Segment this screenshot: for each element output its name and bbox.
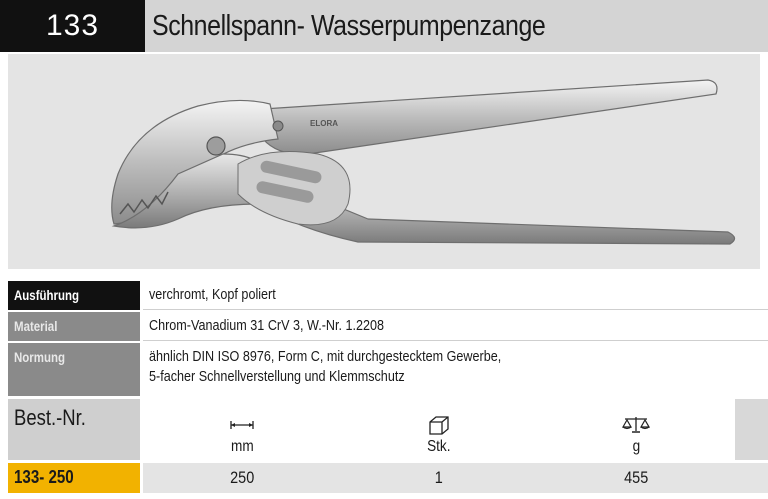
pliers-illustration — [8, 54, 760, 269]
spec-label: Ausführung — [8, 281, 140, 310]
value-g: 455 — [623, 468, 649, 487]
table-columns — [143, 399, 768, 460]
unit-label: Stk. — [427, 438, 451, 455]
length-icon — [229, 414, 255, 436]
spec-label: Normung — [8, 343, 140, 396]
best-nr-header: Best.-Nr. — [8, 399, 140, 460]
value-stk: 1 — [434, 468, 444, 487]
product-title: Schnellspann- Wasserpumpenzange — [152, 9, 546, 42]
unit-label: g — [632, 438, 640, 455]
product-title-box — [145, 0, 768, 52]
product-number: 133 — [0, 0, 145, 52]
spec-label: Material — [8, 312, 140, 341]
title-bar — [0, 0, 768, 52]
scale-icon — [622, 414, 650, 436]
column-stk — [341, 399, 537, 460]
column-mm — [143, 399, 341, 460]
spec-value: Chrom-Vanadium 31 CrV 3, W.-Nr. 1.2208 — [143, 312, 768, 341]
spec-value: ähnlich DIN ISO 8976, Form C, mit durchgestecktem Gewerbe, 5-facher Schnellverstellung und Klemmschutz — [149, 348, 502, 385]
table-header-tail — [735, 399, 768, 460]
spec-row-ausfuehrung — [8, 281, 768, 310]
box-icon — [428, 414, 450, 436]
part-number: 133- 250 — [8, 463, 140, 493]
spec-value: verchromt, Kopf poliert — [143, 281, 768, 310]
row-values — [143, 463, 768, 493]
value-mm: 250 — [229, 468, 255, 487]
spec-row-normung — [8, 343, 768, 396]
product-photo — [8, 54, 760, 269]
table-row — [8, 463, 768, 493]
spec-row-material — [8, 312, 768, 341]
brand-mark: ELORA — [310, 119, 338, 128]
unit-label: mm — [230, 438, 254, 455]
table-header — [8, 399, 768, 460]
column-g — [537, 399, 735, 460]
